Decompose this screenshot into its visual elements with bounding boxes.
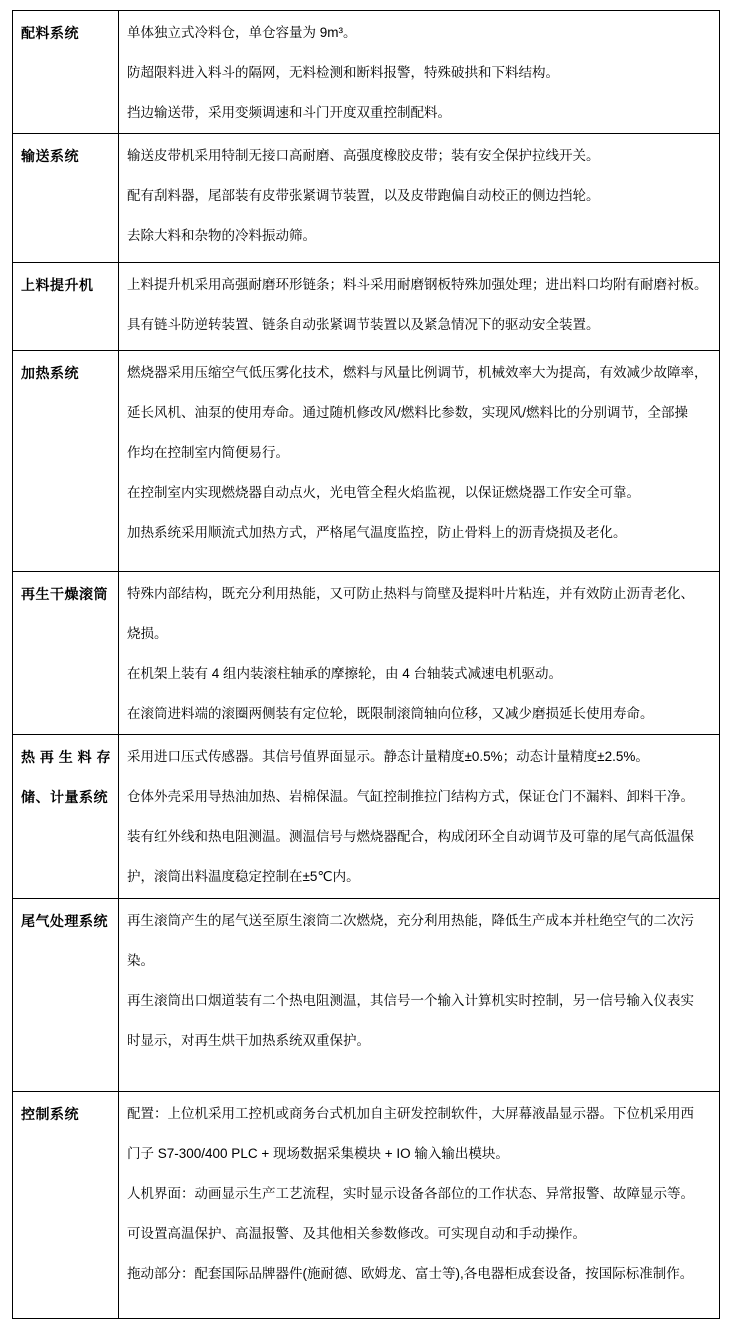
spec-text-line: 配置：上位机采用工控机或商务台式机加自主研发控制软件，大屏幕液晶显示器。下位机采用西	[127, 1106, 694, 1121]
spec-text-line: 护，滚筒出料温度稳定控制在±5℃内。	[127, 869, 360, 884]
spec-text-line: 配有刮料器，尾部装有皮带张紧调节装置，以及皮带跑偏自动校正的侧边挡轮。	[127, 188, 600, 203]
system-desc-cell	[119, 263, 720, 351]
system-name-cell	[13, 134, 119, 263]
system-name-text: 上料提升机	[21, 277, 94, 293]
spec-text-line: 装有红外线和热电阻测温。测温信号与燃烧器配合，构成闭环全自动调节及可靠的尾气高低温保	[127, 829, 694, 844]
table-row	[13, 11, 720, 134]
system-name-cell	[13, 572, 119, 735]
spec-text-line: 仓体外壳采用导热油加热、岩棉保温。气缸控制推拉门结构方式，保证仓门不漏料、卸料干净。	[127, 789, 694, 804]
spec-text-line: 烧损。	[127, 626, 168, 641]
system-name-text: 加热系统	[21, 365, 79, 381]
spec-text-line: 门子 S7-300/400 PLC + 现场数据采集模块 + IO 输入输出模块。	[127, 1146, 509, 1161]
system-name-cell	[13, 1092, 119, 1319]
system-desc-cell	[119, 735, 720, 899]
system-name-text: 控制系统	[21, 1106, 79, 1122]
system-name-text: 尾气处理系统	[21, 913, 108, 929]
system-name-text: 输送系统	[21, 148, 79, 164]
system-name-cell	[13, 11, 119, 134]
spec-table	[12, 10, 720, 1319]
table-row	[13, 134, 720, 263]
system-name-cell	[13, 735, 119, 899]
system-desc-cell	[119, 899, 720, 1092]
spec-text-line: 在机架上装有 4 组内装滚柱轴承的摩擦轮，由 4 台轴装式减速电机驱动。	[127, 666, 563, 681]
table-row	[13, 263, 720, 351]
spec-text-line: 延长风机、油泵的使用寿命。通过随机修改风/燃料比参数，实现风/燃料比的分别调节，全部操	[127, 405, 689, 420]
spec-text-line: 特殊内部结构，既充分利用热能，又可防止热料与筒壁及提料叶片粘连，并有效防止沥青老化、	[127, 586, 694, 601]
system-name-text: 储、计量系统	[21, 789, 108, 805]
spec-text-line: 挡边输送带，采用变频调速和斗门开度双重控制配料。	[127, 105, 451, 120]
spec-text-line: 输送皮带机采用特制无接口高耐磨、高强度橡胶皮带；装有安全保护拉线开关。	[127, 148, 600, 163]
spec-text-line: 在滚筒进料端的滚圈两侧装有定位轮，既限制滚筒轴向位移，又减少磨损延长使用寿命。	[127, 706, 654, 721]
spec-text-line: 燃烧器采用压缩空气低压雾化技术，燃料与风量比例调节，机械效率大为提高，有效减少故障率，	[127, 365, 708, 380]
spec-text-line: 具有链斗防逆转装置、链条自动张紧调节装置以及紧急情况下的驱动安全装置。	[127, 317, 600, 332]
spec-text-line: 可设置高温保护、高温报警、及其他相关参数修改。可实现自动和手动操作。	[127, 1226, 586, 1241]
system-name-cell	[13, 263, 119, 351]
spec-text-line: 人机界面：动画显示生产工艺流程，实时显示设备各部位的工作状态、异常报警、故障显示等。	[127, 1186, 694, 1201]
spec-text-line: 去除大料和杂物的冷料振动筛。	[127, 228, 316, 243]
spec-table-body	[13, 11, 720, 1319]
spec-text-line: 采用进口压式传感器。其信号值界面显示。静态计量精度±0.5%；动态计量精度±2.5%。	[127, 749, 649, 764]
table-row	[13, 351, 720, 572]
system-desc-cell	[119, 351, 720, 572]
system-name-text: 再生干燥滚筒	[21, 586, 108, 602]
spec-text-line: 防超限料进入料斗的隔网，无料检测和断料报警，特殊破拱和下料结构。	[127, 65, 559, 80]
spec-text-line: 加热系统采用顺流式加热方式，严格尾气温度监控，防止骨料上的沥青烧损及老化。	[127, 525, 627, 540]
spec-text-line: 拖动部分：配套国际品牌器件(施耐德、欧姆龙、富士等),各电器柜成套设备，按国际标准制作。	[127, 1266, 694, 1281]
system-desc-cell	[119, 1092, 720, 1319]
system-name-cell	[13, 899, 119, 1092]
spec-text-line: 再生滚筒产生的尾气送至原生滚筒二次燃烧，充分利用热能，降低生产成本并杜绝空气的二次污	[127, 913, 694, 928]
system-name-cell	[13, 351, 119, 572]
table-row	[13, 1092, 720, 1319]
spec-text-line: 作均在控制室内简便易行。	[127, 445, 289, 460]
system-name-text: 热 再 生 料 存	[21, 749, 112, 765]
spec-text-line: 时显示，对再生烘干加热系统双重保护。	[127, 1033, 370, 1048]
system-desc-cell	[119, 572, 720, 735]
spec-text-line: 再生滚筒出口烟道装有二个热电阻测温，其信号一个输入计算机实时控制，另一信号输入仪表实	[127, 993, 694, 1008]
spec-text-line: 上料提升机采用高强耐磨环形链条；料斗采用耐磨钢板特殊加强处理；进出料口均附有耐磨衬板。	[127, 277, 708, 292]
system-desc-cell	[119, 11, 720, 134]
table-row	[13, 735, 720, 899]
table-row	[13, 572, 720, 735]
system-desc-cell	[119, 134, 720, 263]
table-row	[13, 899, 720, 1092]
system-name-text: 配料系统	[21, 25, 79, 41]
spec-text-line: 在控制室内实现燃烧器自动点火，光电管全程火焰监视，以保证燃烧器工作安全可靠。	[127, 485, 640, 500]
spec-text-line: 单体独立式冷料仓，单仓容量为 9m³。	[127, 25, 357, 40]
spec-text-line: 染。	[127, 953, 154, 968]
